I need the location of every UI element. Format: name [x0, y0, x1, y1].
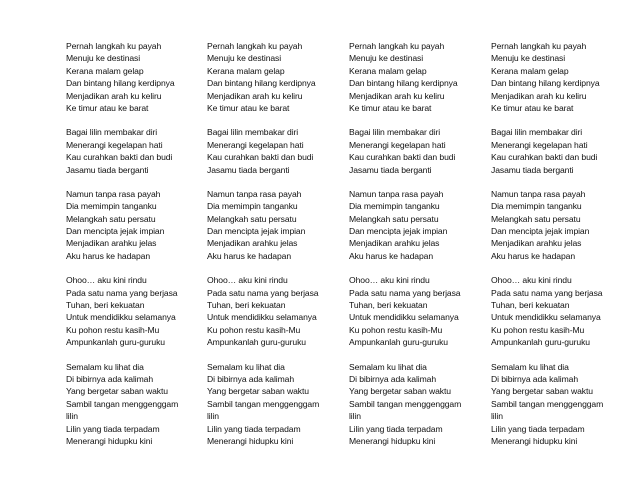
lyric-line: Menerangi hidupku kini: [491, 435, 578, 446]
stanza: [66, 40, 206, 114]
lyric-line: Kau curahkan bakti dan budi: [349, 152, 456, 163]
stanza: [349, 126, 489, 176]
lyric-line: Melangkah satu persatu: [491, 213, 581, 224]
lyric-line: Jasamu tiada berganti: [349, 164, 432, 175]
lyric-line: Ohoo… aku kini rindu: [491, 275, 572, 286]
lyric-line: Kau curahkan bakti dan budi: [491, 152, 598, 163]
stanza: [349, 361, 489, 448]
lyric-line: Semalam ku lihat dia: [66, 361, 144, 372]
stanza: [66, 274, 206, 348]
lyric-line: Kerana malam gelap: [207, 65, 285, 76]
stanza: [491, 126, 631, 176]
lyric-line: Tuhan, beri kekuatan: [66, 300, 145, 311]
lyric-line: Ku pohon restu kasih-Mu: [349, 324, 443, 335]
lyrics-column-1: [66, 40, 206, 459]
lyric-line: Dia memimpin tanganku: [66, 201, 157, 212]
lyric-line: Sambil tangan menggenggam: [349, 398, 462, 409]
lyric-line: Melangkah satu persatu: [207, 213, 297, 224]
lyric-line: Pada satu nama yang berjasa: [491, 287, 603, 298]
lyric-line: Bagai lilin membakar diri: [349, 127, 441, 138]
lyric-line: Menerangi hidupku kini: [349, 435, 436, 446]
stanza: [491, 40, 631, 114]
lyric-line: Dan bintang hilang kerdipnya: [491, 78, 600, 89]
lyric-line: Sambil tangan menggenggam: [207, 398, 320, 409]
lyric-line: Yang bergetar saban waktu: [207, 386, 309, 397]
lyric-line: Menerangi kegelapan hati: [349, 139, 446, 150]
lyric-line: Ke timur atau ke barat: [491, 102, 574, 113]
lyric-line: Lilin yang tiada terpadam: [207, 423, 301, 434]
lyrics-column-2: [207, 40, 347, 459]
lyric-line: Untuk mendidikku selamanya: [491, 312, 601, 323]
lyric-line: Menjadikan arah ku keliru: [66, 90, 162, 101]
stanza: [207, 361, 347, 448]
stanza: [66, 188, 206, 262]
lyric-line: Aku harus ke hadapan: [349, 250, 434, 261]
lyric-line: Di bibirnya ada kalimah: [491, 373, 579, 384]
stanza: [207, 126, 347, 176]
stanza: [207, 274, 347, 348]
lyric-line: Dan bintang hilang kerdipnya: [66, 78, 175, 89]
lyric-line: Menuju ke destinasi: [66, 53, 141, 64]
lyric-line: Ohoo… aku kini rindu: [66, 275, 147, 286]
lyric-line: Ku pohon restu kasih-Mu: [66, 324, 160, 335]
lyric-line: Ke timur atau ke barat: [349, 102, 432, 113]
lyric-line: Dan bintang hilang kerdipnya: [349, 78, 458, 89]
lyric-line: Lilin yang tiada terpadam: [349, 423, 443, 434]
lyric-line: Bagai lilin membakar diri: [66, 127, 158, 138]
lyric-line: lilin: [349, 411, 361, 422]
stanza: [491, 188, 631, 262]
lyric-line: Namun tanpa rasa payah: [491, 188, 586, 199]
lyric-line: Yang bergetar saban waktu: [66, 386, 168, 397]
lyric-line: Semalam ku lihat dia: [349, 361, 427, 372]
lyric-line: Ku pohon restu kasih-Mu: [207, 324, 301, 335]
lyric-line: Yang bergetar saban waktu: [349, 386, 451, 397]
stanza: [207, 40, 347, 114]
lyric-line: Semalam ku lihat dia: [207, 361, 285, 372]
lyric-line: Ohoo… aku kini rindu: [207, 275, 288, 286]
lyric-line: Kerana malam gelap: [491, 65, 569, 76]
lyric-line: Tuhan, beri kekuatan: [207, 300, 286, 311]
lyric-line: Menuju ke destinasi: [491, 53, 566, 64]
lyric-line: Ku pohon restu kasih-Mu: [491, 324, 585, 335]
lyric-line: Pernah langkah ku payah: [66, 41, 162, 51]
stanza: [491, 274, 631, 348]
lyric-line: Ke timur atau ke barat: [66, 102, 149, 113]
lyric-line: Untuk mendidikku selamanya: [66, 312, 176, 323]
lyric-line: Dan mencipta jejak impian: [66, 226, 165, 237]
lyric-line: Namun tanpa rasa payah: [207, 188, 302, 199]
lyric-line: Ampunkanlah guru-guruku: [207, 337, 306, 348]
lyric-line: Ampunkanlah guru-guruku: [491, 337, 590, 348]
lyric-line: Di bibirnya ada kalimah: [207, 373, 295, 384]
lyric-line: Tuhan, beri kekuatan: [491, 300, 570, 311]
lyric-line: Jasamu tiada berganti: [66, 164, 149, 175]
lyric-line: Bagai lilin membakar diri: [207, 127, 299, 138]
lyric-line: Pernah langkah ku payah: [207, 41, 303, 51]
lyric-line: lilin: [66, 411, 78, 422]
stanza: [207, 188, 347, 262]
lyric-line: Menjadikan arah ku keliru: [491, 90, 587, 101]
lyric-line: Menerangi kegelapan hati: [207, 139, 304, 150]
lyric-line: Dan mencipta jejak impian: [349, 226, 448, 237]
lyric-line: Menerangi kegelapan hati: [66, 139, 163, 150]
lyric-line: Ampunkanlah guru-guruku: [66, 337, 165, 348]
lyric-line: Dan bintang hilang kerdipnya: [207, 78, 316, 89]
lyric-line: Sambil tangan menggenggam: [66, 398, 179, 409]
lyric-line: Melangkah satu persatu: [66, 213, 156, 224]
stanza: [66, 361, 206, 448]
lyric-line: Namun tanpa rasa payah: [66, 188, 161, 199]
lyric-line: Menjadikan arahku jelas: [491, 238, 582, 249]
lyric-line: Ke timur atau ke barat: [207, 102, 290, 113]
lyrics-column-4: [491, 40, 631, 459]
lyric-line: Lilin yang tiada terpadam: [66, 423, 160, 434]
lyric-line: Jasamu tiada berganti: [207, 164, 290, 175]
lyric-line: Aku harus ke hadapan: [66, 250, 151, 261]
lyrics-column-3: [349, 40, 489, 459]
lyric-line: Menuju ke destinasi: [207, 53, 282, 64]
lyric-line: Kau curahkan bakti dan budi: [66, 152, 173, 163]
lyric-line: Kerana malam gelap: [66, 65, 144, 76]
lyric-line: Dia memimpin tanganku: [491, 201, 582, 212]
lyric-line: Menjadikan arahku jelas: [207, 238, 298, 249]
lyric-line: Menjadikan arahku jelas: [349, 238, 440, 249]
lyric-line: Aku harus ke hadapan: [491, 250, 576, 261]
lyric-line: Dia memimpin tanganku: [349, 201, 440, 212]
lyric-line: Dia memimpin tanganku: [207, 201, 298, 212]
lyric-line: lilin: [207, 411, 219, 422]
stanza: [66, 126, 206, 176]
stanza: [349, 274, 489, 348]
lyric-line: Pada satu nama yang berjasa: [349, 287, 461, 298]
lyric-line: Lilin yang tiada terpadam: [491, 423, 585, 434]
lyric-line: Menjadikan arah ku keliru: [349, 90, 445, 101]
lyric-line: Dan mencipta jejak impian: [207, 226, 306, 237]
lyric-line: Menjadikan arah ku keliru: [207, 90, 303, 101]
stanza: [349, 40, 489, 114]
stanza: [491, 361, 631, 448]
lyric-line: Di bibirnya ada kalimah: [66, 373, 154, 384]
lyric-line: Melangkah satu persatu: [349, 213, 439, 224]
lyric-line: Dan mencipta jejak impian: [491, 226, 590, 237]
lyric-line: lilin: [491, 411, 503, 422]
lyric-line: Ohoo… aku kini rindu: [349, 275, 430, 286]
lyric-line: Bagai lilin membakar diri: [491, 127, 583, 138]
lyric-line: Aku harus ke hadapan: [207, 250, 292, 261]
lyric-line: Menerangi hidupku kini: [66, 435, 153, 446]
lyric-line: Pada satu nama yang berjasa: [66, 287, 178, 298]
lyric-line: Pada satu nama yang berjasa: [207, 287, 319, 298]
lyric-line: Pernah langkah ku payah: [349, 41, 445, 51]
lyric-line: Menerangi kegelapan hati: [491, 139, 588, 150]
lyric-line: Untuk mendidikku selamanya: [349, 312, 459, 323]
lyric-line: Menerangi hidupku kini: [207, 435, 294, 446]
lyric-line: Namun tanpa rasa payah: [349, 188, 444, 199]
lyric-line: Kau curahkan bakti dan budi: [207, 152, 314, 163]
lyric-line: Sambil tangan menggenggam: [491, 398, 604, 409]
lyric-line: Pernah langkah ku payah: [491, 41, 587, 51]
lyric-line: Untuk mendidikku selamanya: [207, 312, 317, 323]
lyric-line: Yang bergetar saban waktu: [491, 386, 593, 397]
lyric-line: Menjadikan arahku jelas: [66, 238, 157, 249]
lyric-line: Semalam ku lihat dia: [491, 361, 569, 372]
stanza: [349, 188, 489, 262]
lyric-line: Menuju ke destinasi: [349, 53, 424, 64]
lyric-line: Ampunkanlah guru-guruku: [349, 337, 448, 348]
lyric-line: Tuhan, beri kekuatan: [349, 300, 428, 311]
lyric-line: Jasamu tiada berganti: [491, 164, 574, 175]
lyric-line: Kerana malam gelap: [349, 65, 427, 76]
lyric-line: Di bibirnya ada kalimah: [349, 373, 437, 384]
